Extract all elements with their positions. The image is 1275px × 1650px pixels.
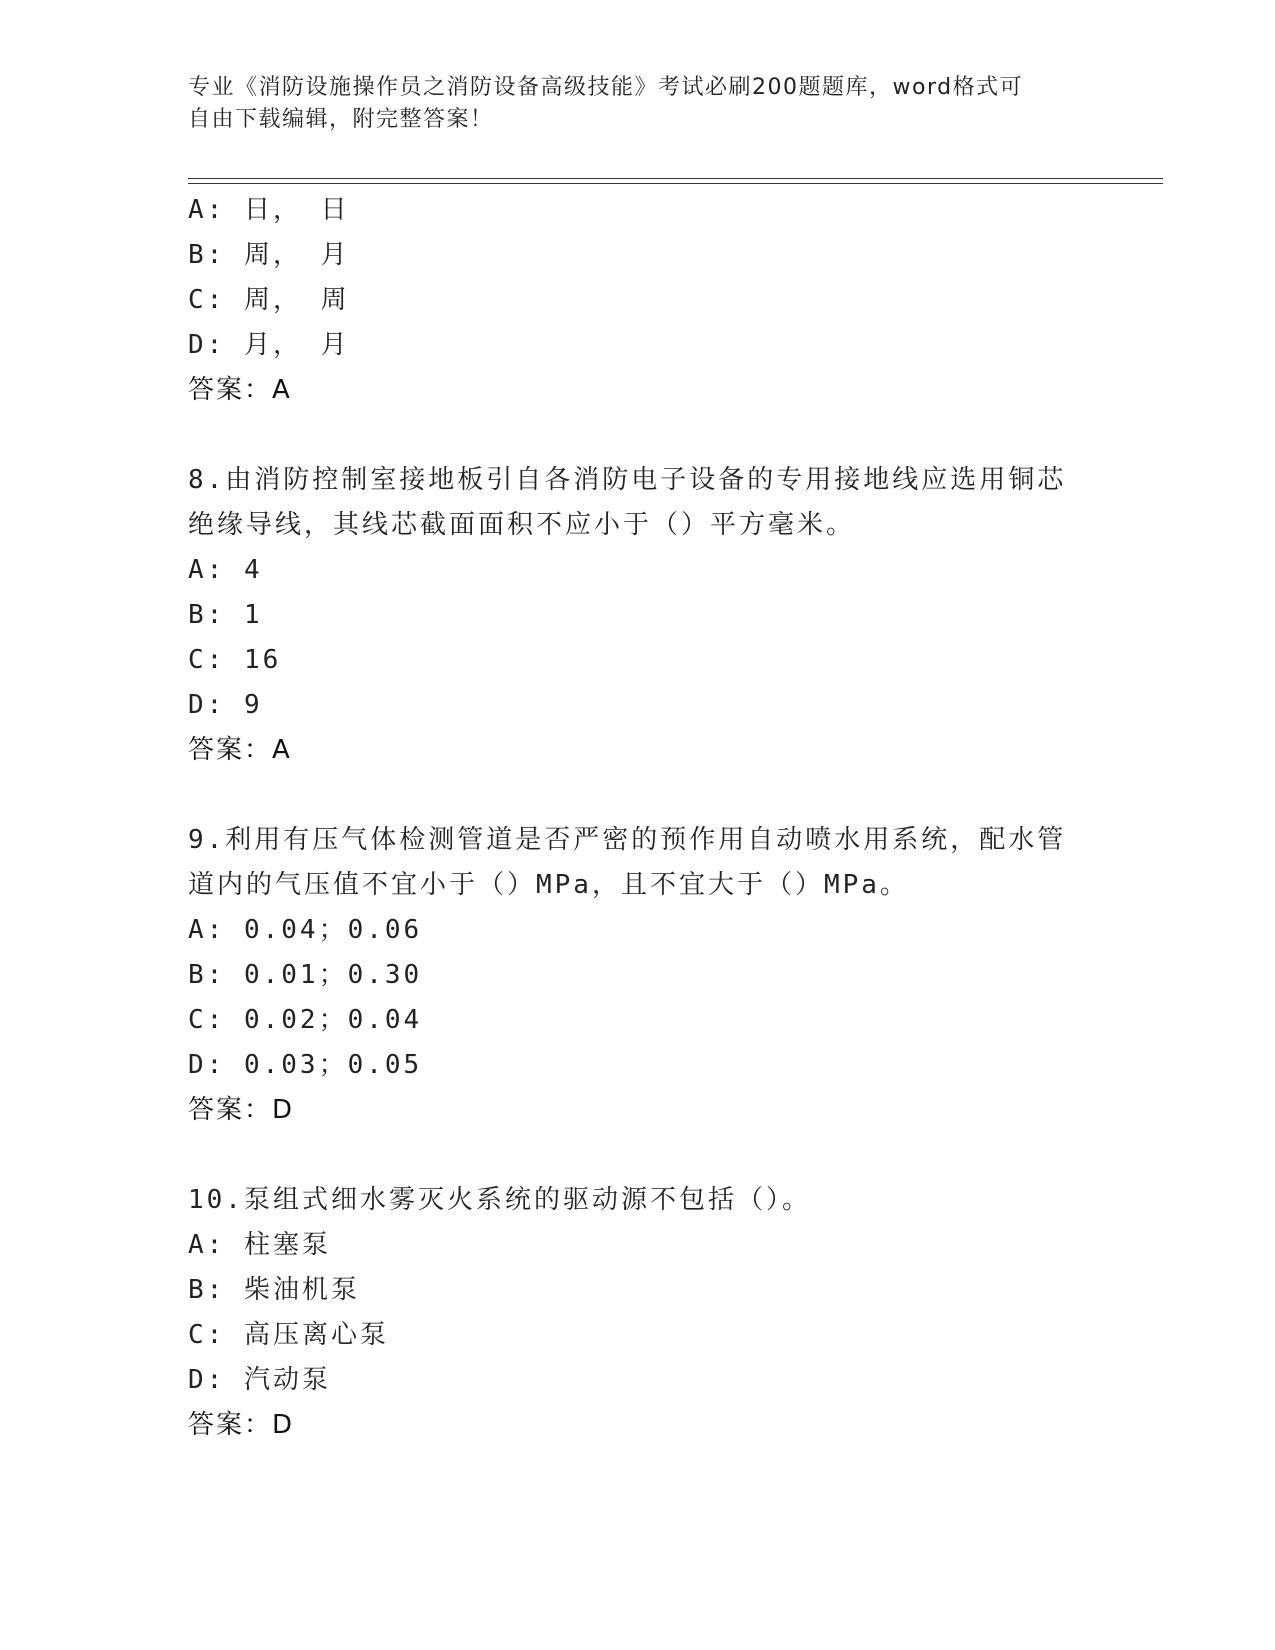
q9-option-a: A: 0.04；0.06 xyxy=(188,915,423,945)
q9-stem-line-2: 道内的气压值不宜小于（）MPa，且不宜大于（）MPa。 xyxy=(188,870,909,900)
q7-option-d: D: 月， 月 xyxy=(188,330,350,360)
document-header xyxy=(188,72,1068,136)
q8-stem-line-1: 8.由消防控制室接地板引自各消防电子设备的专用接地线应选用铜芯 xyxy=(188,465,1067,495)
q7-answer: 答案：A xyxy=(188,375,292,405)
q7-option-a: A: 日， 日 xyxy=(188,195,350,225)
header-divider-bottom xyxy=(188,183,1163,184)
q9-option-b: B: 0.01；0.30 xyxy=(188,960,423,990)
q10-option-c: C: 高压离心泵 xyxy=(188,1320,389,1350)
q7-option-b: B: 周， 月 xyxy=(188,240,350,270)
q7-option-c: C: 周， 周 xyxy=(188,285,350,315)
header-divider-top xyxy=(188,178,1163,179)
q10-option-b: B: 柴油机泵 xyxy=(188,1275,360,1305)
q8-option-d: D: 9 xyxy=(188,690,263,720)
q10-option-d: D: 汽动泵 xyxy=(188,1365,331,1395)
header-line-1: 专业《消防设施操作员之消防设备高级技能》考试必刷200题题库，word格式可 xyxy=(188,75,1024,100)
header-line-2: 自由下载编辑，附完整答案！ xyxy=(188,107,494,132)
q10-option-a: A: 柱塞泵 xyxy=(188,1230,331,1260)
q10-stem-line-1: 10.泵组式细水雾灭火系统的驱动源不包括（）。 xyxy=(188,1185,811,1215)
q8-answer: 答案：A xyxy=(188,735,292,765)
q10-answer: 答案：D xyxy=(188,1410,295,1440)
q8-option-b: B: 1 xyxy=(188,600,263,630)
q9-option-d: D: 0.03；0.05 xyxy=(188,1050,423,1080)
q9-stem-line-1: 9.利用有压气体检测管道是否严密的预作用自动喷水用系统，配水管 xyxy=(188,825,1067,855)
q9-answer: 答案：D xyxy=(188,1095,295,1125)
q9-option-c: C: 0.02；0.04 xyxy=(188,1005,423,1035)
q8-option-a: A: 4 xyxy=(188,555,263,585)
q8-stem-line-2: 绝缘导线，其线芯截面面积不应小于（）平方毫米。 xyxy=(188,510,856,540)
q8-option-c: C: 16 xyxy=(188,645,282,675)
